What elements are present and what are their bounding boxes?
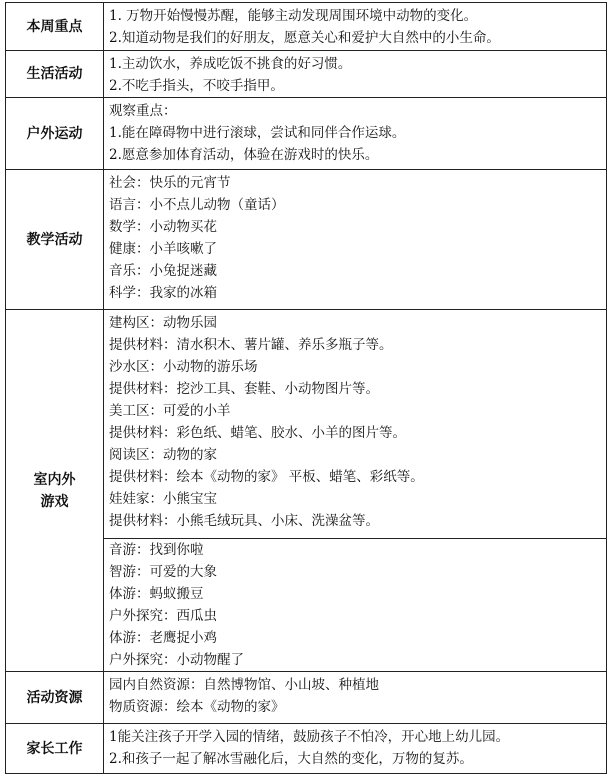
text-line: 观察重点： xyxy=(109,103,177,119)
row-activity-resources xyxy=(6,672,607,724)
text-line: 提供材料：清水积木、薯片罐、养乐多瓶子等。 xyxy=(109,337,393,353)
text-line: 1.能在障碍物中进行滚球，尝试和同伴合作运球。 xyxy=(109,125,406,141)
text-line: 美工区：可爱的小羊 xyxy=(109,403,231,419)
content-weekly-focus xyxy=(104,3,607,51)
text-line: 提供材料：绘本《动物的家》 平板、蜡笔、彩纸等。 xyxy=(109,469,424,485)
label-teaching-activities: 教学活动 xyxy=(6,170,104,310)
text-line: 阅读区：动物的家 xyxy=(109,447,217,463)
label-parent-work: 家长工作 xyxy=(6,724,104,774)
weekly-plan-table xyxy=(5,2,607,774)
text-line: 1.主动饮水，养成吃饭不挑食的好习惯。 xyxy=(109,56,352,72)
text-line: 沙水区：小动物的游乐场 xyxy=(109,359,258,375)
row-indoor-outdoor-games xyxy=(6,310,607,672)
row-teaching-activities xyxy=(6,170,607,310)
row-parent-work xyxy=(6,724,607,774)
text-line: 2.和孩子一起了解冰雪融化后，大自然的变化，万物的复苏。 xyxy=(109,751,473,767)
text-line: 1能关注孩子开学入园的情绪，鼓励孩子不怕冷，开心地上幼儿园。 xyxy=(109,729,510,745)
text-line: 体游：老鹰捉小鸡 xyxy=(109,630,217,646)
text-line: 1. 万物开始慢慢苏醒，能够主动发现周围环境中动物的变化。 xyxy=(109,8,478,24)
text-line: 户外探究：小动物醒了 xyxy=(109,652,244,668)
text-line: 音乐：小兔捉迷藏 xyxy=(109,263,217,279)
text-line: 科学：我家的冰箱 xyxy=(109,285,217,301)
text-line: 2.不吃手指头，不咬手指甲。 xyxy=(109,78,284,94)
label-line: 游戏 xyxy=(40,493,69,510)
text-line: 园内自然资源：自然博物馆、小山坡、种植地 xyxy=(109,677,379,693)
content-daily-life xyxy=(104,51,607,98)
group-games-block xyxy=(104,538,606,671)
label-indoor-outdoor-games xyxy=(6,310,104,672)
text-line: 户外探究：西瓜虫 xyxy=(109,608,217,624)
text-line: 物质资源：绘本《动物的家》 xyxy=(109,699,285,715)
row-outdoor-sports xyxy=(6,98,607,170)
text-line: 音游：找到你啦 xyxy=(109,542,204,558)
label-outdoor-sports: 户外运动 xyxy=(6,98,104,170)
content-activity-resources xyxy=(104,672,607,724)
text-line: 2.愿意参加体育活动，体验在游戏时的快乐。 xyxy=(109,147,379,163)
label-line: 室内外 xyxy=(33,471,76,488)
text-line: 健康：小羊咳嗽了 xyxy=(109,241,217,257)
text-line: 提供材料：小熊毛绒玩具、小床、洗澡盆等。 xyxy=(109,513,379,529)
content-outdoor-sports xyxy=(104,98,607,170)
text-line: 社会：快乐的元宵节 xyxy=(109,175,231,191)
text-line: 提供材料：挖沙工具、套鞋、小动物图片等。 xyxy=(109,381,379,397)
text-line: 娃娃家：小熊宝宝 xyxy=(109,491,217,507)
content-teaching-activities xyxy=(104,170,607,310)
text-line: 建构区：动物乐园 xyxy=(109,315,217,331)
content-indoor-outdoor-games xyxy=(104,310,607,672)
text-line: 智游：可爱的大象 xyxy=(109,564,217,580)
text-line: 2.知道动物是我们的好朋友，愿意关心和爱护大自然中的小生命。 xyxy=(109,30,500,46)
text-line: 数学：小动物买花 xyxy=(109,219,217,235)
content-parent-work xyxy=(104,724,607,774)
row-daily-life xyxy=(6,51,607,98)
text-line: 体游：蚂蚁搬豆 xyxy=(109,586,204,602)
label-activity-resources: 活动资源 xyxy=(6,672,104,724)
label-daily-life: 生活活动 xyxy=(6,51,104,98)
text-line: 提供材料：彩色纸、蜡笔、胶水、小羊的图片等。 xyxy=(109,425,406,441)
label-weekly-focus: 本周重点 xyxy=(6,3,104,51)
text-line: 语言：小不点儿动物（童话） xyxy=(109,197,285,213)
row-weekly-focus xyxy=(6,3,607,51)
area-games-block xyxy=(109,312,606,538)
